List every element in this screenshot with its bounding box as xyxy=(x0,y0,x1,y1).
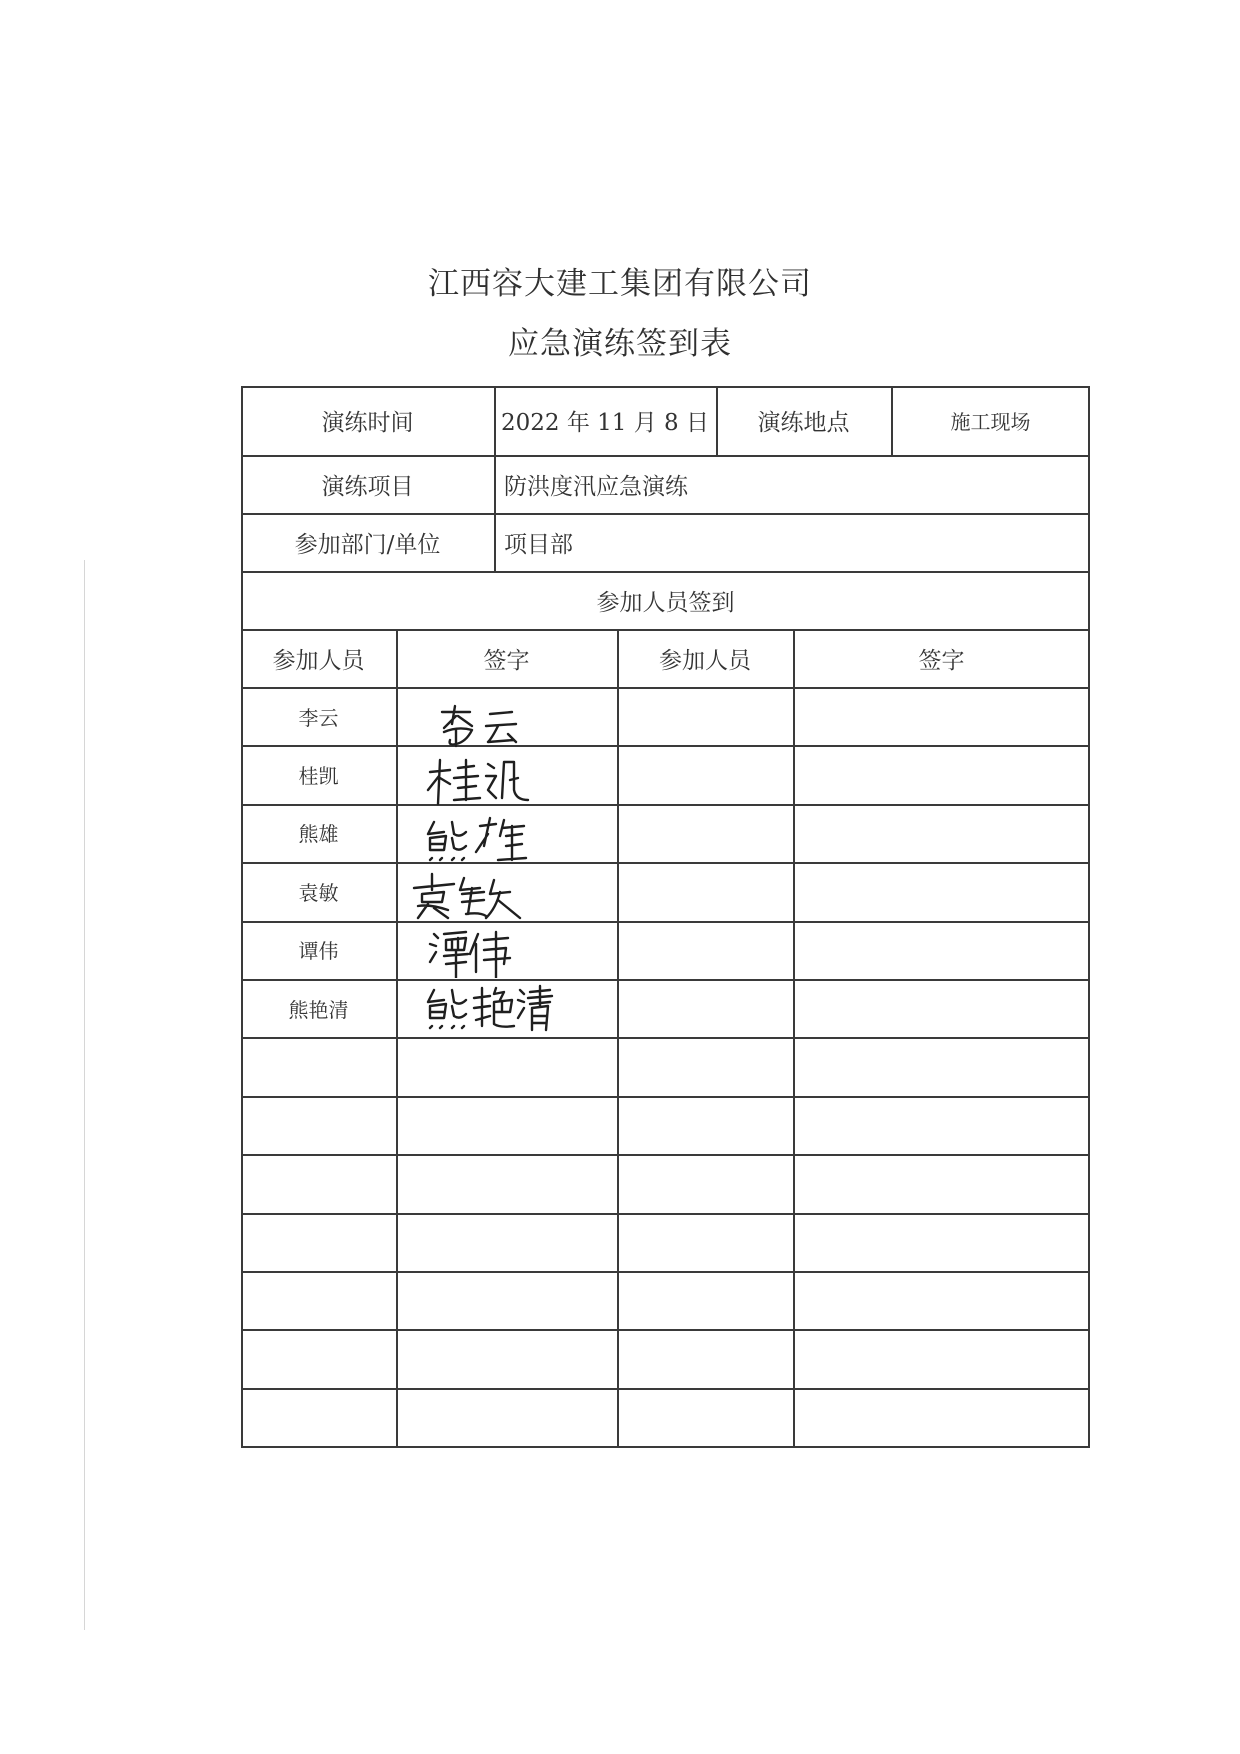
table-border-bottom xyxy=(241,1446,1090,1448)
header-attendee-2: 参加人员 xyxy=(659,647,751,674)
attendee-name xyxy=(241,1096,396,1154)
place-value: 施工现场 xyxy=(950,410,1031,434)
attendee-name: 谭伟 xyxy=(298,939,339,964)
attendee-name: 熊雄 xyxy=(298,822,339,847)
signature-xiong-yan-qing xyxy=(400,980,610,1034)
signin-section-title: 参加人员签到 xyxy=(596,589,735,616)
signature-tan-wei xyxy=(400,924,610,978)
attendee-name: 熊艳清 xyxy=(288,997,349,1022)
dept-label: 参加部门/单位 xyxy=(294,531,441,558)
header-signature: 签字 xyxy=(483,647,530,674)
dept-value: 项目部 xyxy=(504,531,573,558)
header-signature-2: 签字 xyxy=(918,647,965,674)
project-label: 演练项目 xyxy=(321,473,414,500)
attendee-name: 李云 xyxy=(298,705,339,730)
scan-edge-line xyxy=(84,560,85,1630)
place-label: 演练地点 xyxy=(757,410,850,436)
attendee-name xyxy=(241,1271,396,1329)
signature-li-yun xyxy=(400,696,610,750)
attendee-name xyxy=(241,1037,396,1095)
signin-table xyxy=(241,386,1090,1446)
time-label: 演练时间 xyxy=(321,410,414,436)
attendee-name xyxy=(241,1329,396,1387)
form-title: 应急演练签到表 xyxy=(508,326,732,362)
time-value: 2022 年 11 月 8 日 xyxy=(501,410,709,436)
attendee-name xyxy=(241,1154,396,1212)
signature-gui-kai xyxy=(400,754,610,808)
attendee-name: 桂凯 xyxy=(298,764,339,789)
attendee-name xyxy=(241,1388,396,1446)
attendee-name: 袁敏 xyxy=(298,880,339,905)
signature-xiong-xiong xyxy=(400,812,610,866)
header-attendee: 参加人员 xyxy=(272,647,365,674)
company-title: 江西容大建工集团有限公司 xyxy=(428,266,812,302)
project-value: 防洪度汛应急演练 xyxy=(504,473,688,500)
attendee-name xyxy=(241,1213,396,1271)
signature-yuan-min xyxy=(400,868,610,922)
